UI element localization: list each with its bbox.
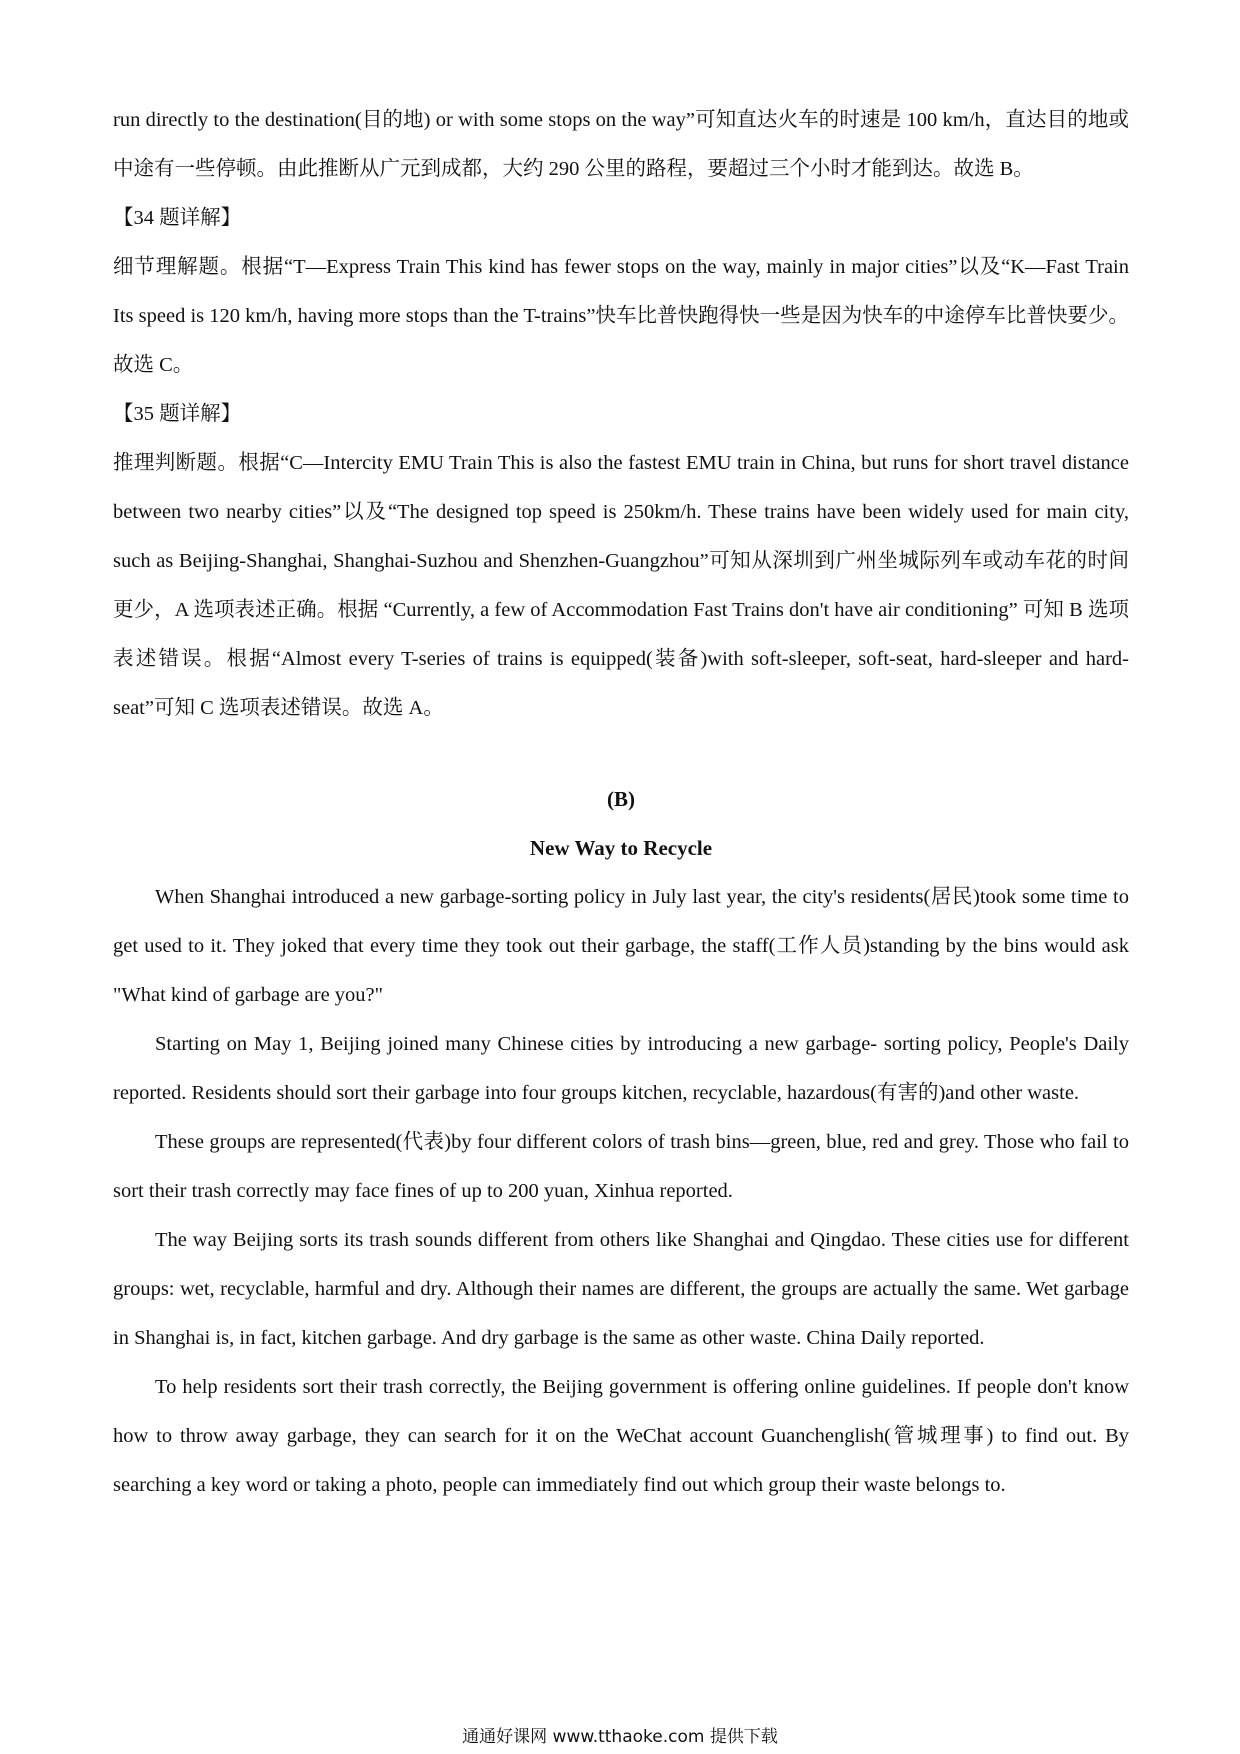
article-paragraph-5: To help residents sort their trash correctly, the Beijing government is offering online guidelines. If people don't know how to throw away garbage, they can search for it on the WeChat account Guanchenglish(管城理事) to find out. By searching a key word or taking a photo, people can immediately find out which group their waste belongs to.: [113, 1376, 1129, 1496]
article-paragraph-2: Starting on May 1, Beijing joined many Chinese cities by introducing a new garbage- sorting policy, People's Daily reported. Residents should sort their garbage into four groups kitchen, recyclable, hazardous(有害的)and other waste.: [113, 1033, 1129, 1104]
article-paragraph-3: These groups are represented(代表)by four different colors of trash bins—green, blue, red and grey. Those who fail to sort their trash correctly may face fines of up to 200 yuan, Xinhua reported.: [113, 1131, 1129, 1202]
footer-watermark: 通通好课网 www.tthaoke.com 提供下载: [462, 1727, 778, 1747]
article-paragraph-1: When Shanghai introduced a new garbage-sorting policy in July last year, the city's residents(居民)took some time to get used to it. They joked that every time they took out their garbage, the staff(工作人员)standing by the bins would ask "What kind of garbage are you?": [113, 886, 1129, 1006]
explanation-33-continued: run directly to the destination(目的地) or with some stops on the way”可知直达火车的时速是 100 km/h，直达目的地或中途有一些停顿。由此推断从广元到成都，大约 290 公里的路程，要超过三个小时才能到达。故选 B。: [113, 109, 1129, 180]
document-page: [113, 96, 1129, 1510]
article-title: New Way to Recycle: [529, 836, 713, 860]
heading-question-34: 【34 题详解】: [113, 207, 242, 229]
article-paragraph-4: The way Beijing sorts its trash sounds different from others like Shanghai and Qingdao. These cities use for different groups: wet, recyclable, harmful and dry. Although their names are different, the groups are actually the same. Wet garbage in Shanghai is, in fact, kitchen garbage. And dry garbage is the same as other waste. China Daily reported.: [113, 1229, 1129, 1349]
explanation-35: 推理判断题。根据“C—Intercity EMU Train This is also the fastest EMU train in China, but runs for short travel distance between two nearby cities”以及“The designed top speed is 250km/h. These trains have been widely used for main city, such as Beijing-Shanghai, Shanghai-Suzhou and Shenzhen-Guangzhou”可知从深圳到广州坐城际列车或动车花的时间更少，A 选项表述正确。根据 “Currently, a few of Accommodation Fast Trains don't have air conditioning” 可知 B 选项表述错误。根据“Almost every T-series of trains is equipped(装备)with soft-sleeper, soft-seat, hard-sleeper and hard-seat”可知 C 选项表述错误。故选 A。: [113, 452, 1129, 719]
heading-question-35: 【35 题详解】: [113, 403, 242, 425]
explanation-34: 细节理解题。根据“T—Express Train This kind has fewer stops on the way, mainly in major cities”以及“K—Fast Train Its speed is 120 km/h, having more stops than the T-trains”快车比普快跑得快一些是因为快车的中途停车比普快要少。故选 C。: [113, 256, 1129, 376]
section-label: (B): [607, 787, 635, 811]
section-gap: [113, 733, 1129, 775]
